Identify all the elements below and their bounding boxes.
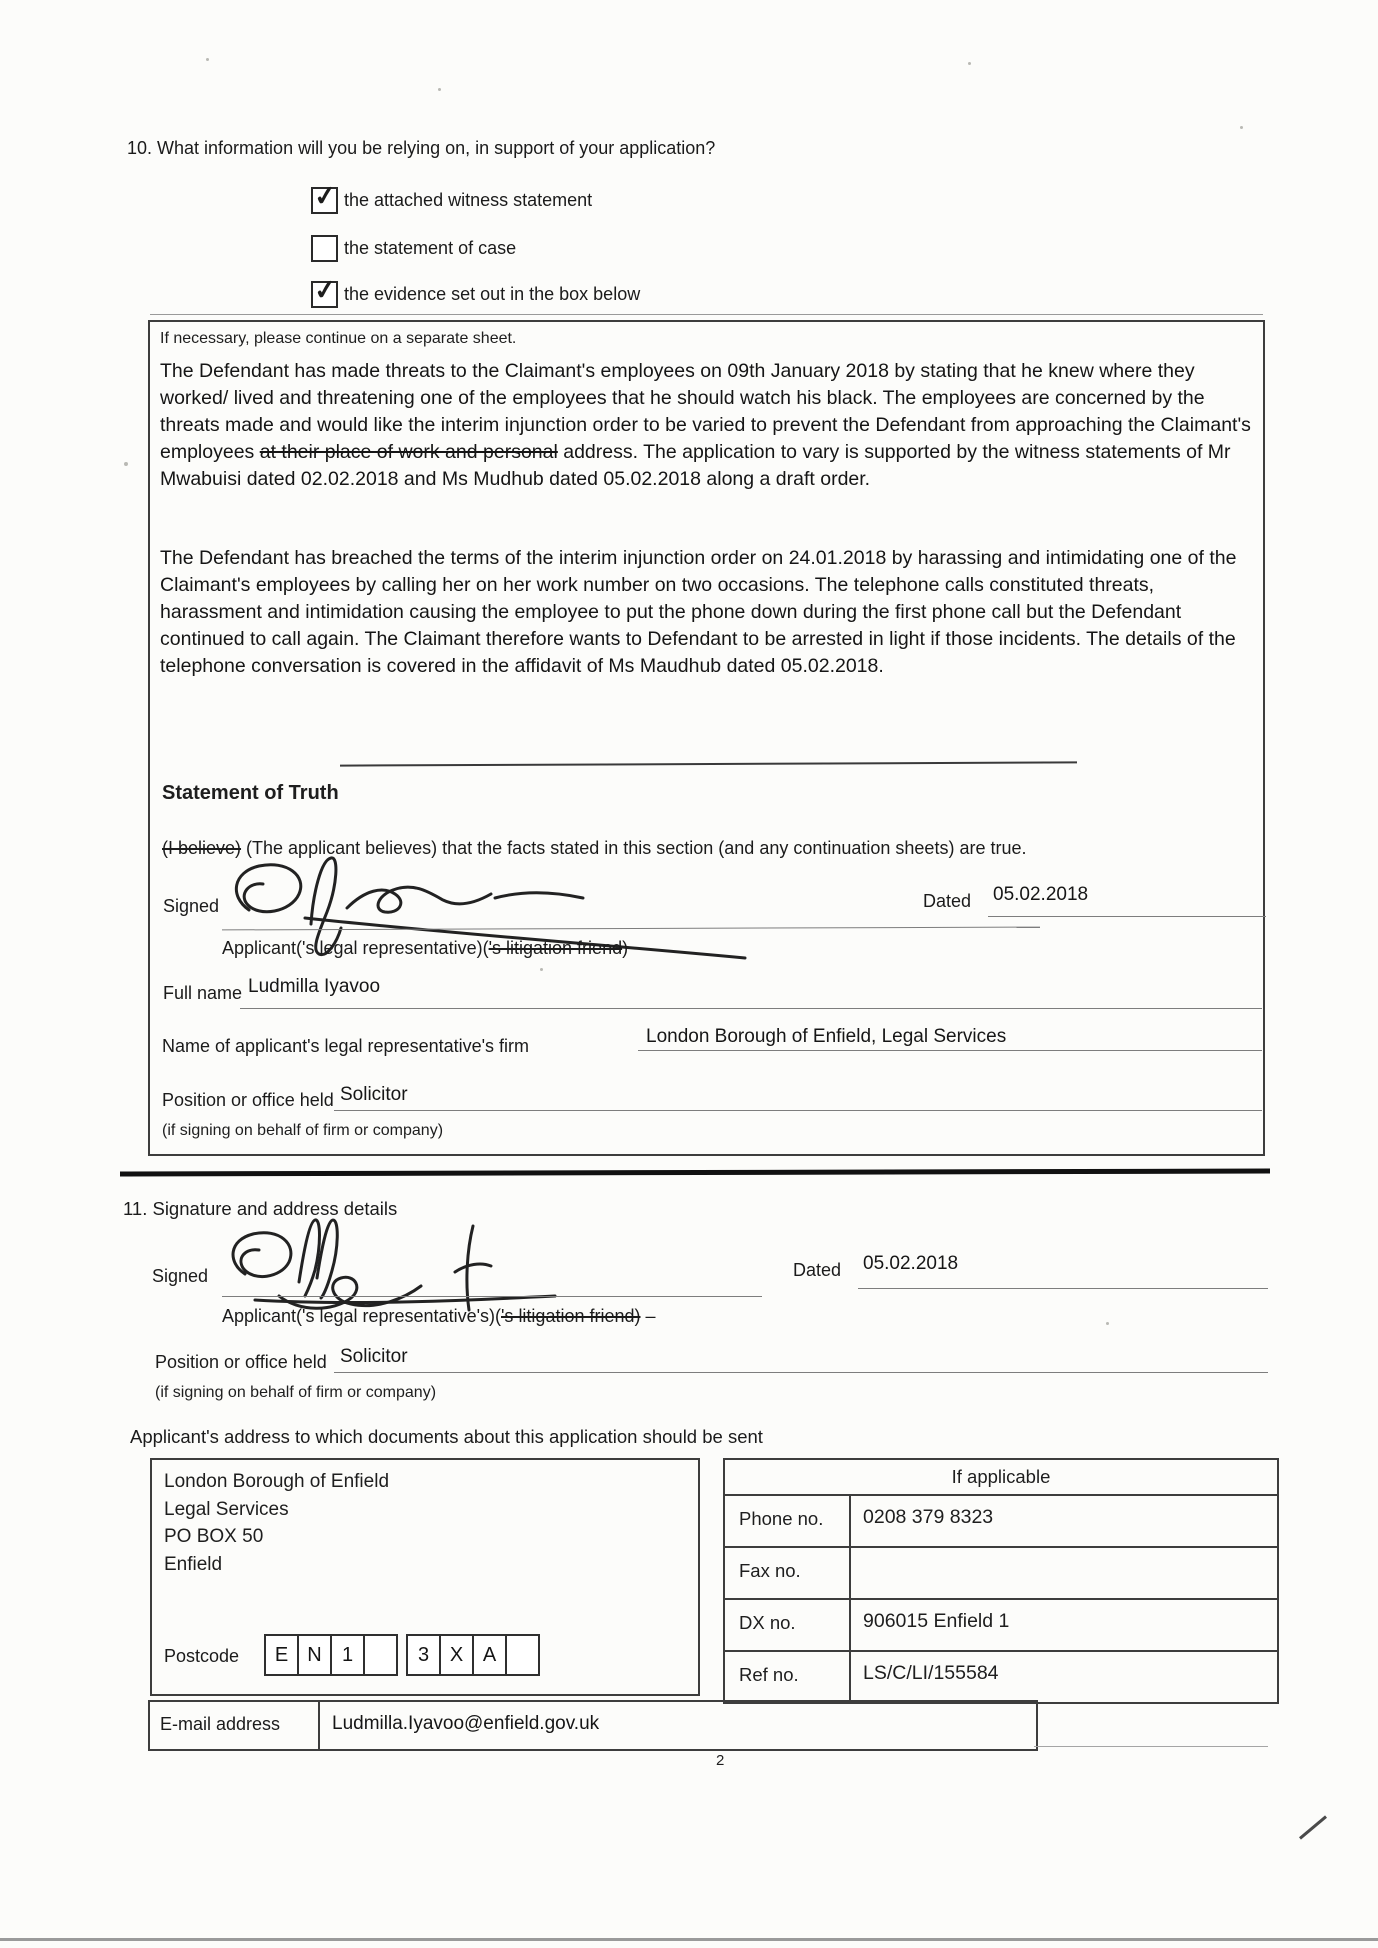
address-box (150, 1458, 700, 1696)
scan-speck (1240, 126, 1243, 129)
postcode-outward-cells (266, 1634, 398, 1676)
address-line: Legal Services (164, 1498, 289, 1520)
if-applicable-header: If applicable (951, 1466, 1051, 1487)
checkbox-attached-witness-statement[interactable] (311, 179, 339, 214)
caption-struck: 's litigation friend) (501, 1306, 641, 1326)
caption-end: ) (622, 938, 629, 958)
caption-text: Applicant('s legal representative's)( (222, 1306, 501, 1326)
stray-pen-mark (1299, 1815, 1327, 1839)
firm-label: Name of applicant's legal representative's firm (162, 1036, 530, 1056)
email-value: Ludmilla.Iyavoo@enfield.gov.uk (332, 1713, 600, 1734)
dated-line (988, 916, 1266, 917)
scan-speck (438, 88, 441, 91)
belief-rest: (The applicant believes) that the facts stated in this section (and any continuation sheets) are true. (241, 838, 1027, 858)
scan-line-fragment (1034, 1746, 1268, 1747)
signed-label-s11: Signed (152, 1266, 209, 1286)
caption-end: – (640, 1306, 656, 1326)
evidence-paragraph-1 (160, 358, 1252, 493)
dated-line-s11 (858, 1288, 1268, 1289)
firm-value: London Borough of Enfield, Legal Services (646, 1026, 1007, 1047)
scan-speck (540, 968, 543, 971)
dated-label: Dated (923, 891, 972, 911)
address-line: London Borough of Enfield (164, 1471, 390, 1492)
position-label: Position or office held (162, 1090, 334, 1110)
postcode-cell (363, 1634, 398, 1676)
full-name-line (240, 1008, 1262, 1009)
postcode-cell: 3 (406, 1634, 441, 1676)
signature-caption (222, 938, 628, 959)
email-label: E-mail address (160, 1714, 281, 1734)
section-separator (120, 1168, 1270, 1176)
postcode-inward-cells (408, 1634, 540, 1676)
checkbox-label-evidence-below: the evidence set out in the box below (344, 284, 641, 304)
position-note-s11: (if signing on behalf of firm or company) (155, 1384, 437, 1401)
para1-text-end: address. The application to vary is supported by the witness statements of Mr Mwabuisi dated 02.02.2018 and Ms Mudhub dated 05.02.2018 along a draft order. (160, 441, 1231, 490)
para1-struck-text: at their place of work and personal (259, 441, 558, 463)
check-icon: ✓ (312, 179, 339, 213)
phone-value: 0208 379 8323 (863, 1506, 994, 1528)
ref-value: LS/C/LI/155584 (863, 1662, 999, 1684)
position-line-s11 (334, 1372, 1268, 1373)
question-10-heading: 10. What information will you be relying on, in support of your application? (127, 138, 716, 158)
dated-label-s11: Dated (793, 1260, 842, 1280)
continuation-note: If necessary, please continue on a separate sheet. (160, 330, 517, 347)
fax-value (851, 1548, 1277, 1598)
caption-text: Applicant('s legal representative)( (222, 938, 489, 958)
postcode-cell: X (439, 1634, 474, 1676)
checkbox-label-statement-of-case: the statement of case (344, 238, 517, 258)
para1-text: The Defendant has made threats to the Claimant's employees on 09th January 2018 by stating that he knew where they worked/ lived and threatening one of the employees that he should watch his black. The employees are concerned by the threats made and would like the interim injunction order to be varied to prevent the Defendant from approaching the Claimant's employees (160, 360, 1251, 463)
address-lines (164, 1468, 389, 1578)
address-line: Enfield (164, 1553, 223, 1575)
fax-row (725, 1546, 1277, 1598)
email-box (148, 1700, 1038, 1751)
statement-of-truth-heading: Statement of Truth (162, 782, 339, 804)
address-heading: Applicant's address to which documents about this application should be sent (130, 1426, 763, 1447)
position-label-s11: Position or office held (155, 1352, 327, 1372)
address-line: PO BOX 50 (164, 1526, 264, 1547)
scan-speck (1106, 1322, 1109, 1325)
scan-speck (968, 62, 971, 65)
checkbox-evidence-below[interactable] (311, 273, 339, 308)
scan-speck (206, 58, 209, 61)
contact-details-table (723, 1458, 1279, 1704)
postcode-cell: 1 (330, 1634, 365, 1676)
position-note: (if signing on behalf of firm or company) (162, 1122, 444, 1139)
checkbox-statement-of-case[interactable] (311, 235, 338, 262)
firm-line (638, 1050, 1262, 1051)
evidence-paragraph-2: The Defendant has breached the terms of the interim injunction order on 24.01.2018 by harassing and intimidating one of the Claimant's employees by calling her on her work number on two occasions. The telephone calls constituted threats, harassment and intimidation causing the employee to put the phone down during the first phone call but the Defendant continued to call again. The Claimant therefore wants to Defendant to be arrested in light if those incidents. The details of the telephone conversation is covered in the affidavit of Ms Maudhub dated 05.02.2018. (160, 547, 1237, 677)
signature-line-s11 (222, 1296, 762, 1297)
postcode-cell: N (297, 1634, 332, 1676)
scan-double-line (150, 314, 1263, 315)
dated-value-s11: 05.02.2018 (863, 1253, 959, 1274)
phone-row (725, 1494, 1277, 1546)
dated-value: 05.02.2018 (993, 884, 1089, 905)
full-name-label: Full name (163, 983, 243, 1003)
ref-label: Ref no. (725, 1652, 851, 1702)
page-number: 2 (716, 1752, 725, 1769)
position-value: Solicitor (340, 1084, 408, 1105)
caption-struck: 's litigation friend (488, 938, 623, 958)
postcode-cell (505, 1634, 540, 1676)
signed-label: Signed (163, 896, 220, 916)
dx-row (725, 1598, 1277, 1650)
signature-caption-s11 (222, 1306, 656, 1327)
dx-label: DX no. (725, 1600, 851, 1650)
fax-label: Fax no. (725, 1548, 851, 1598)
phone-label: Phone no. (725, 1496, 851, 1546)
position-line (334, 1110, 1262, 1111)
email-divider (318, 1702, 320, 1749)
checkbox-label-witness-statement: the attached witness statement (344, 190, 593, 210)
ref-row (725, 1650, 1277, 1702)
postcode-cell: E (264, 1634, 299, 1676)
check-icon: ✓ (312, 273, 339, 307)
postcode-label: Postcode (164, 1646, 240, 1666)
section-11-heading: 11. Signature and address details (123, 1198, 398, 1219)
scan-bottom-edge (0, 1938, 1378, 1941)
dx-value: 906015 Enfield 1 (863, 1610, 1010, 1632)
belief-struck: (I believe) (162, 838, 242, 858)
full-name-value: Ludmilla Iyavoo (248, 976, 381, 997)
scan-speck (124, 462, 128, 466)
postcode-cell: A (472, 1634, 507, 1676)
position-value-s11: Solicitor (340, 1346, 408, 1367)
